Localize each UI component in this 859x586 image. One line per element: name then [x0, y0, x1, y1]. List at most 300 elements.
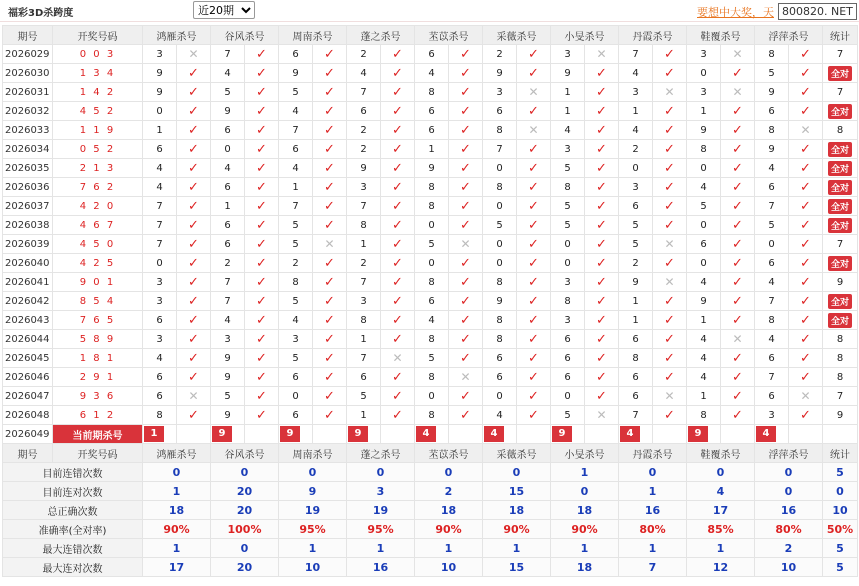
stat-cell [823, 406, 858, 425]
check-icon: ✓ [392, 122, 403, 138]
result-mark [381, 387, 415, 406]
check-icon: ✓ [256, 407, 267, 423]
result-mark [653, 159, 687, 178]
predicted-value: 4 [211, 64, 245, 83]
result-mark [517, 102, 551, 121]
period-cell: 2026041 [3, 273, 53, 292]
check-icon: ✓ [664, 141, 675, 157]
check-icon: ✓ [392, 198, 403, 214]
result-mark [313, 254, 347, 273]
check-icon: ✓ [596, 388, 607, 404]
result-mark [585, 387, 619, 406]
x-icon: ✕ [732, 46, 743, 61]
result-mark [177, 254, 211, 273]
summary-value: 1 [143, 482, 211, 501]
result-mark [245, 235, 279, 254]
empty-cell [823, 425, 858, 444]
x-icon: ✕ [528, 122, 539, 137]
result-mark [517, 64, 551, 83]
result-mark [653, 140, 687, 159]
result-mark [517, 235, 551, 254]
column-header: 鞋覆杀号 [687, 26, 755, 45]
stat-cell [823, 368, 858, 387]
check-icon: ✓ [460, 141, 471, 157]
check-icon: ✓ [732, 141, 743, 157]
current-prediction-value: 1 [144, 426, 164, 442]
range-select[interactable] [193, 1, 255, 19]
table-row [3, 178, 858, 197]
result-mark [449, 83, 483, 102]
check-icon: ✓ [324, 65, 335, 81]
summary-value: 1 [347, 539, 415, 558]
result-mark [245, 178, 279, 197]
result-mark [177, 159, 211, 178]
predicted-value: 0 [483, 235, 517, 254]
summary-value: 80% [755, 520, 823, 539]
column-header: 周南杀号 [279, 444, 347, 463]
predicted-value: 9 [619, 273, 653, 292]
check-icon: ✓ [596, 236, 607, 252]
result-mark [721, 140, 755, 159]
stat-cell [823, 235, 858, 254]
result-mark [721, 387, 755, 406]
period-cell: 2026033 [3, 121, 53, 140]
result-mark [177, 235, 211, 254]
predicted-value: 5 [279, 292, 313, 311]
check-icon: ✓ [188, 141, 199, 157]
summary-row [3, 520, 858, 539]
result-mark [313, 140, 347, 159]
predicted-value: 8 [755, 311, 789, 330]
result-mark [245, 330, 279, 349]
table-row [3, 292, 858, 311]
current-period-row [3, 425, 858, 444]
result-mark [517, 273, 551, 292]
all-correct-badge: 全对 [828, 180, 852, 195]
result-mark [381, 178, 415, 197]
stat-value: 7 [836, 390, 844, 402]
check-icon: ✓ [800, 255, 811, 271]
predicted-value: 8 [483, 330, 517, 349]
column-header: 采薇杀号 [483, 26, 551, 45]
predicted-value: 5 [279, 83, 313, 102]
check-icon: ✓ [460, 179, 471, 195]
predicted-value: 5 [415, 235, 449, 254]
check-icon: ✓ [664, 198, 675, 214]
page-title: 福彩3D杀跨度 [8, 8, 74, 19]
x-icon: ✕ [528, 84, 539, 99]
result-mark [177, 273, 211, 292]
predicted-value: 6 [415, 292, 449, 311]
predicted-value: 5 [347, 387, 381, 406]
check-icon: ✓ [324, 388, 335, 404]
summary-value: 9 [279, 482, 347, 501]
predicted-value: 2 [347, 140, 381, 159]
predicted-value: 6 [415, 45, 449, 64]
stat-cell [823, 140, 858, 159]
result-mark [789, 406, 823, 425]
predicted-value: 6 [551, 349, 585, 368]
result-mark [449, 159, 483, 178]
empty-cell [721, 425, 755, 444]
check-icon: ✓ [732, 407, 743, 423]
predicted-value: 5 [279, 216, 313, 235]
result-mark [653, 83, 687, 102]
result-mark [789, 349, 823, 368]
predicted-value: 1 [551, 83, 585, 102]
predicted-value: 9 [755, 83, 789, 102]
check-icon: ✓ [256, 388, 267, 404]
result-mark [585, 140, 619, 159]
summary-value: 1 [143, 539, 211, 558]
check-icon: ✓ [596, 350, 607, 366]
summary-label: 最大连对次数 [3, 558, 143, 577]
predicted-value: 4 [687, 368, 721, 387]
predicted-value: 7 [279, 121, 313, 140]
table-row [3, 311, 858, 330]
predicted-value: 3 [143, 292, 177, 311]
result-mark [313, 349, 347, 368]
check-icon: ✓ [800, 236, 811, 252]
result-mark [177, 121, 211, 140]
predicted-value: 0 [483, 159, 517, 178]
summary-label: 最大连错次数 [3, 539, 143, 558]
column-header: 开奖号码 [53, 444, 143, 463]
result-mark [313, 64, 347, 83]
stat-value: 8 [836, 352, 844, 364]
check-icon: ✓ [188, 255, 199, 271]
predicted-value: 2 [279, 254, 313, 273]
result-mark [585, 216, 619, 235]
summary-row [3, 463, 858, 482]
check-icon: ✓ [596, 103, 607, 119]
result-mark [721, 159, 755, 178]
result-mark [313, 406, 347, 425]
result-mark [721, 83, 755, 102]
draw-numbers-cell: 8 5 4 [53, 292, 143, 311]
check-icon: ✓ [324, 274, 335, 290]
predicted-value: 6 [755, 387, 789, 406]
check-icon: ✓ [800, 312, 811, 328]
predicted-value: 0 [551, 235, 585, 254]
predicted-value: 5 [279, 235, 313, 254]
period-cell: 2026036 [3, 178, 53, 197]
result-mark [381, 159, 415, 178]
result-mark [789, 387, 823, 406]
summary-value: 1 [483, 539, 551, 558]
summary-value: 0 [755, 482, 823, 501]
predicted-value: 6 [279, 406, 313, 425]
check-icon: ✓ [800, 350, 811, 366]
page-header [0, 0, 859, 22]
draw-numbers-cell: 0 0 3 [53, 45, 143, 64]
result-mark [517, 83, 551, 102]
draw-numbers-cell: 4 5 0 [53, 235, 143, 254]
table-row [3, 406, 858, 425]
table-row [3, 83, 858, 102]
table-row [3, 45, 858, 64]
stat-cell [823, 178, 858, 197]
result-mark [721, 197, 755, 216]
check-icon: ✓ [188, 350, 199, 366]
predicted-value: 3 [619, 178, 653, 197]
result-mark [789, 368, 823, 387]
all-correct-badge: 全对 [828, 294, 852, 309]
result-mark [653, 178, 687, 197]
predicted-value: 8 [143, 406, 177, 425]
check-icon: ✓ [460, 122, 471, 138]
check-icon: ✓ [256, 350, 267, 366]
result-mark [313, 178, 347, 197]
result-mark [789, 64, 823, 83]
draw-numbers-cell: 4 6 7 [53, 216, 143, 235]
check-icon: ✓ [256, 179, 267, 195]
check-icon: ✓ [324, 46, 335, 62]
result-mark [653, 216, 687, 235]
current-prediction [415, 425, 449, 444]
summary-value: 15 [483, 558, 551, 577]
all-correct-badge: 全对 [828, 66, 852, 81]
predicted-value: 0 [687, 64, 721, 83]
check-icon: ✓ [528, 103, 539, 119]
result-mark [381, 311, 415, 330]
check-icon: ✓ [732, 65, 743, 81]
predicted-value: 5 [483, 216, 517, 235]
predicted-value: 6 [211, 121, 245, 140]
check-icon: ✓ [324, 122, 335, 138]
predicted-value: 9 [415, 159, 449, 178]
check-icon: ✓ [188, 274, 199, 290]
result-mark [449, 235, 483, 254]
result-mark [245, 216, 279, 235]
check-icon: ✓ [664, 160, 675, 176]
result-mark [789, 83, 823, 102]
ad-link[interactable]: 要想中大奖，天 [697, 6, 774, 19]
check-icon: ✓ [528, 312, 539, 328]
predicted-value: 3 [687, 45, 721, 64]
summary-label: 总正确次数 [3, 501, 143, 520]
result-mark [381, 292, 415, 311]
check-icon: ✓ [664, 312, 675, 328]
summary-value: 2 [755, 539, 823, 558]
result-mark [517, 197, 551, 216]
check-icon: ✓ [256, 65, 267, 81]
current-prediction [687, 425, 721, 444]
draw-numbers-cell: 1 4 2 [53, 83, 143, 102]
predicted-value: 6 [279, 45, 313, 64]
stat-cell [823, 311, 858, 330]
predicted-value: 5 [415, 349, 449, 368]
result-mark [449, 64, 483, 83]
empty-cell [653, 425, 687, 444]
summary-value: 18 [483, 501, 551, 520]
summary-value: 0 [619, 463, 687, 482]
predicted-value: 3 [551, 140, 585, 159]
predicted-value: 0 [143, 254, 177, 273]
result-mark [381, 368, 415, 387]
result-mark [585, 349, 619, 368]
x-icon: ✕ [664, 236, 675, 251]
predicted-value: 0 [755, 235, 789, 254]
result-mark [721, 102, 755, 121]
predicted-value: 7 [143, 216, 177, 235]
predicted-value: 6 [211, 235, 245, 254]
predicted-value: 7 [143, 235, 177, 254]
summary-value: 18 [551, 558, 619, 577]
predicted-value: 6 [755, 349, 789, 368]
result-mark [517, 387, 551, 406]
summary-value: 12 [687, 558, 755, 577]
result-mark [789, 121, 823, 140]
predicted-value: 3 [551, 273, 585, 292]
result-mark [313, 387, 347, 406]
predicted-value: 4 [347, 64, 381, 83]
predicted-value: 2 [619, 254, 653, 273]
result-mark [245, 387, 279, 406]
predicted-value: 1 [143, 121, 177, 140]
period-cell: 2026029 [3, 45, 53, 64]
draw-numbers-cell: 9 3 6 [53, 387, 143, 406]
check-icon: ✓ [188, 65, 199, 81]
result-mark [245, 349, 279, 368]
predicted-value: 5 [551, 406, 585, 425]
result-mark [381, 349, 415, 368]
summary-value: 1 [279, 539, 347, 558]
check-icon: ✓ [392, 141, 403, 157]
predicted-value: 5 [755, 64, 789, 83]
result-mark [585, 330, 619, 349]
check-icon: ✓ [732, 293, 743, 309]
column-header: 统计 [823, 26, 858, 45]
predicted-value: 3 [347, 178, 381, 197]
check-icon: ✓ [188, 217, 199, 233]
result-mark [449, 311, 483, 330]
predicted-value: 6 [211, 216, 245, 235]
predicted-value: 8 [415, 83, 449, 102]
check-icon: ✓ [664, 255, 675, 271]
draw-numbers-cell: 2 1 3 [53, 159, 143, 178]
predicted-value: 6 [143, 368, 177, 387]
empty-cell [177, 425, 211, 444]
result-mark [789, 197, 823, 216]
check-icon: ✓ [256, 122, 267, 138]
result-mark [245, 273, 279, 292]
result-mark [585, 311, 619, 330]
check-icon: ✓ [596, 274, 607, 290]
result-mark [177, 140, 211, 159]
check-icon: ✓ [528, 255, 539, 271]
summary-row [3, 501, 858, 520]
result-mark [517, 292, 551, 311]
predicted-value: 1 [619, 292, 653, 311]
predicted-value: 7 [619, 406, 653, 425]
result-mark [789, 235, 823, 254]
summary-label: 准确率(全对率) [3, 520, 143, 539]
current-prediction-value: 9 [280, 426, 300, 442]
predicted-value: 1 [687, 311, 721, 330]
predicted-value: 4 [279, 102, 313, 121]
check-icon: ✓ [732, 255, 743, 271]
check-icon: ✓ [392, 84, 403, 100]
check-icon: ✓ [256, 160, 267, 176]
predicted-value: 1 [619, 311, 653, 330]
check-icon: ✓ [324, 84, 335, 100]
draw-numbers-cell: 1 8 1 [53, 349, 143, 368]
predicted-value: 9 [143, 83, 177, 102]
summary-label: 目前连错次数 [3, 463, 143, 482]
predicted-value: 1 [347, 406, 381, 425]
current-prediction [279, 425, 313, 444]
x-icon: ✕ [664, 274, 675, 289]
current-prediction-value: 4 [756, 426, 776, 442]
predicted-value: 4 [143, 178, 177, 197]
check-icon: ✓ [528, 407, 539, 423]
x-icon: ✕ [800, 388, 811, 403]
all-correct-badge: 全对 [828, 104, 852, 119]
check-icon: ✓ [732, 274, 743, 290]
table-row [3, 254, 858, 273]
result-mark [381, 121, 415, 140]
current-prediction [619, 425, 653, 444]
predicted-value: 6 [347, 368, 381, 387]
predicted-value: 4 [619, 121, 653, 140]
result-mark [585, 102, 619, 121]
column-header: 期号 [3, 26, 53, 45]
predicted-value: 3 [279, 330, 313, 349]
table-header-row [3, 26, 858, 45]
empty-cell [245, 425, 279, 444]
check-icon: ✓ [800, 331, 811, 347]
x-icon: ✕ [800, 122, 811, 137]
result-mark [449, 406, 483, 425]
summary-value: 20 [211, 482, 279, 501]
predicted-value: 6 [755, 254, 789, 273]
predicted-value: 9 [211, 368, 245, 387]
stat-value: 8 [836, 124, 844, 136]
result-mark [653, 311, 687, 330]
check-icon: ✓ [596, 331, 607, 347]
check-icon: ✓ [596, 293, 607, 309]
predicted-value: 1 [687, 102, 721, 121]
result-mark [653, 235, 687, 254]
predicted-value: 6 [619, 368, 653, 387]
predicted-value: 4 [143, 159, 177, 178]
all-correct-badge: 全对 [828, 313, 852, 328]
stat-cell [823, 197, 858, 216]
check-icon: ✓ [256, 46, 267, 62]
check-icon: ✓ [800, 141, 811, 157]
predicted-value: 7 [279, 197, 313, 216]
check-icon: ✓ [324, 141, 335, 157]
summary-value: 17 [687, 501, 755, 520]
predicted-value: 4 [143, 349, 177, 368]
summary-value: 90% [551, 520, 619, 539]
draw-numbers-cell: 7 6 2 [53, 178, 143, 197]
check-icon: ✓ [188, 312, 199, 328]
summary-value: 0 [211, 463, 279, 482]
result-mark [653, 64, 687, 83]
result-mark [517, 159, 551, 178]
result-mark [177, 197, 211, 216]
site-badge[interactable]: 800820. NET [778, 3, 857, 20]
result-mark [653, 387, 687, 406]
current-prediction-value: 4 [620, 426, 640, 442]
result-mark [721, 64, 755, 83]
predicted-value: 6 [755, 102, 789, 121]
check-icon: ✓ [528, 160, 539, 176]
predicted-value: 1 [347, 235, 381, 254]
check-icon: ✓ [324, 198, 335, 214]
